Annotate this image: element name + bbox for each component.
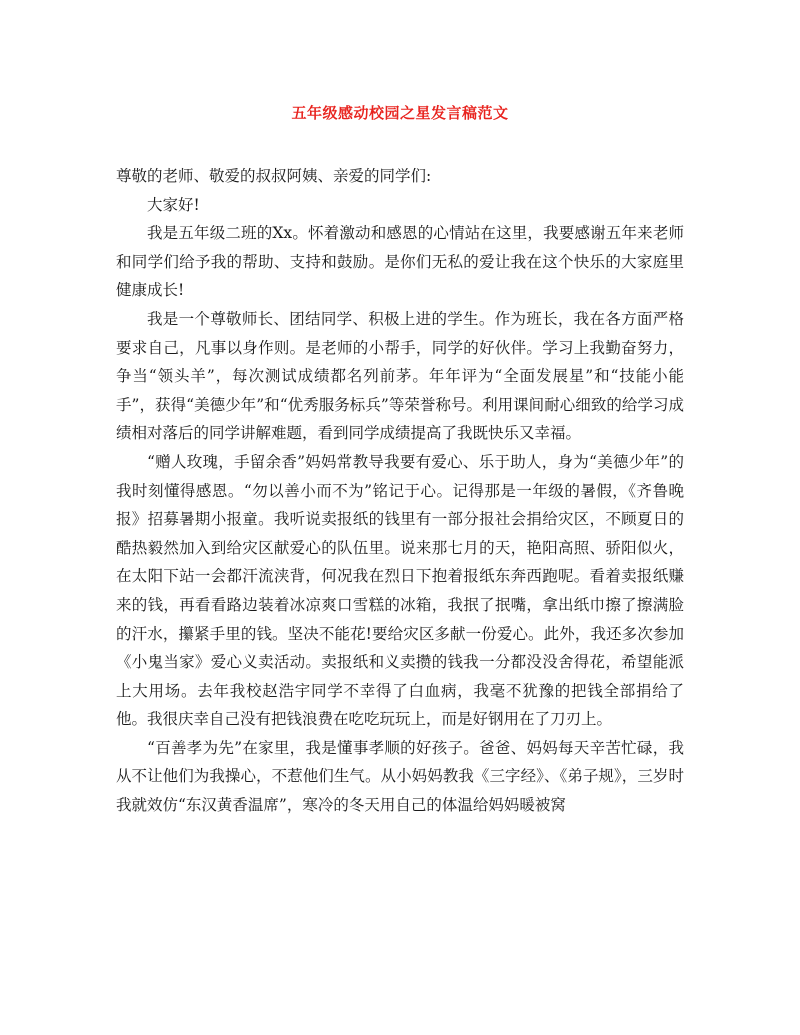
paragraph-kindness: “赠人玫瑰，手留余香”妈妈常教导我要有爱心、乐于助人，身为“美德少年”的我时刻懂得感恩。“勿以善小而不为”铭记于心。记得那是一年级的暑假，《齐鲁晚报》招募暑期小报童。我听说卖报纸的钱里有一部分报社会捐给灾区，不顾夏日的酷热毅然加入到给灾区献爱心的队伍里。说来那七月的天，艳阳高照、骄阳似火，在太阳下站一会都汗流浃背，何况我在烈日下抱着报纸东奔西跑呢。看着卖报纸赚来的钱，再看看路边装着冰凉爽口雪糕的冰箱，我抿了抿嘴，拿出纸巾擦了擦满脸的汗水，攥紧手里的钱。坚决不能花!要给灾区多献一份爱心。此外，我还多次参加《小鬼当家》爱心义卖活动。卖报纸和义卖攒的钱我一分都没没舍得花，希望能派上大用场。去年我校赵浩宇同学不幸得了白血病，我毫不犹豫的把钱全部捐给了他。我很庆幸自己没有把钱浪费在吃吃玩玩上，而是好钢用在了刀刃上。	[116, 452, 684, 729]
paragraph-introduction: 我是五年级二班的Xx。怀着激动和感恩的心情站在这里，我要感谢五年来老师和同学们给予我的帮助、支持和鼓励。是你们无私的爱让我在这个快乐的大家庭里健康成长!	[116, 224, 684, 300]
paragraph-filial-piety: “百善孝为先”在家里，我是懂事孝顺的好孩子。爸爸、妈妈每天辛苦忙碌，我从不让他们为我操心，不惹他们生气。从小妈妈教我《三字经》、《弟子规》，三岁时我就效仿“东汉黄香温席”，寒冷的冬天用自己的体温给妈妈暖被窝	[116, 738, 684, 815]
document-body	[116, 162, 684, 820]
paragraph-study: 我是一个尊敬师长、团结同学、积极上进的学生。作为班长，我在各方面严格要求自己，凡事以身作则。是老师的小帮手，同学的好伙伴。学习上我勤奋努力，争当“领头羊”，每次测试成绩都名列前茅。年年评为“全面发展星”和“技能小能手”，获得“美德少年”和“优秀服务标兵”等荣誉称号。利用课间耐心细致的给学习成绩相对落后的同学讲解难题，看到同学成绩提高了我既快乐又幸福。	[116, 309, 684, 443]
paragraph-greeting: 大家好!	[147, 195, 200, 214]
document-title: 五年级感动校园之星发言稿范文	[291, 104, 509, 122]
salutation: 尊敬的老师、敬爱的叔叔阿姨、亲爱的同学们:	[116, 167, 432, 185]
